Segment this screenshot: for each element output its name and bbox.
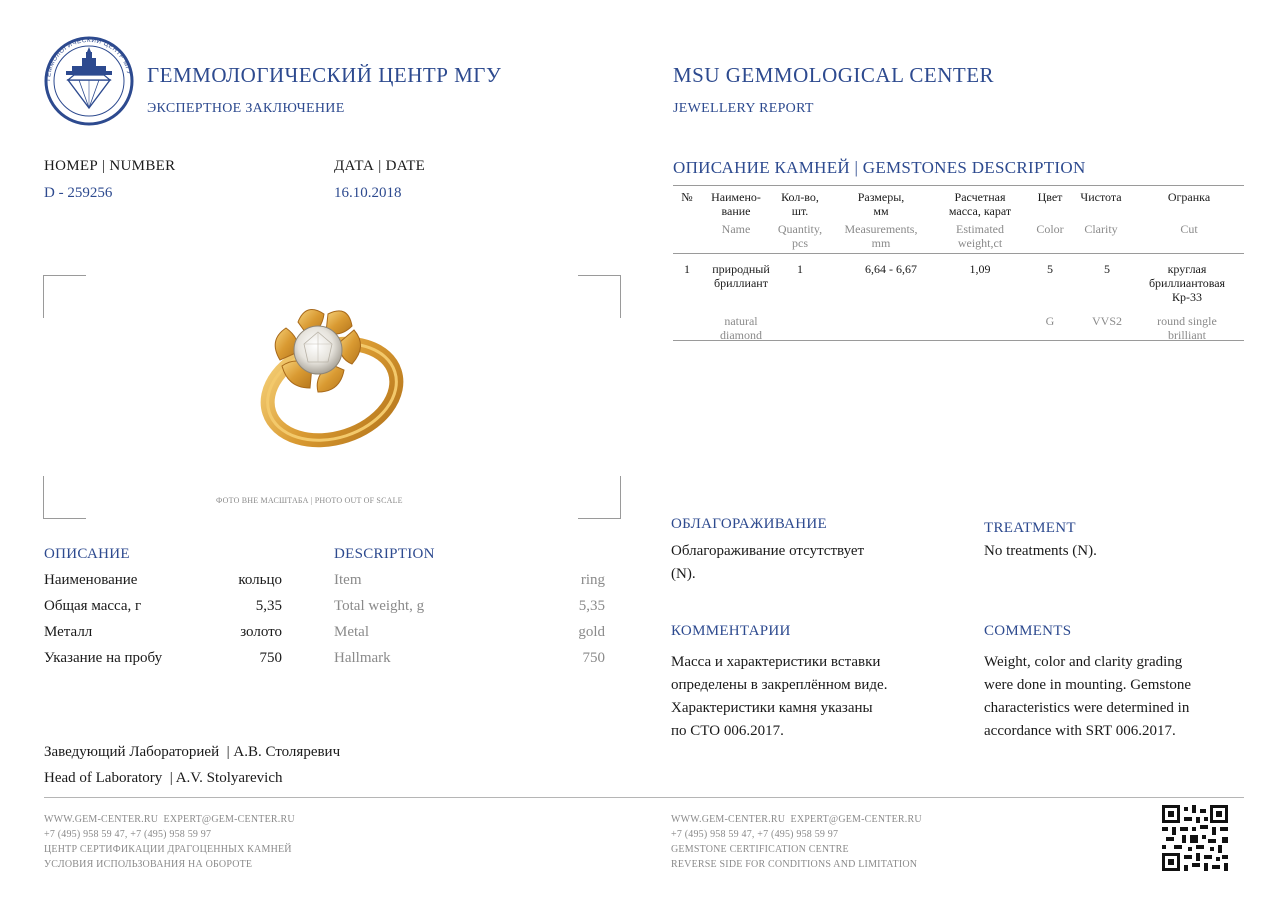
col-no: № xyxy=(681,190,693,204)
subtitle-ru: ЭКСПЕРТНОЕ ЗАКЛЮЧЕНИЕ xyxy=(147,101,345,116)
prop-key: Наименование xyxy=(44,572,138,588)
col-qty-en: Quantity, pcs xyxy=(777,222,823,250)
signature-en: Head of Laboratory | A.V. Stolyarevich xyxy=(44,770,283,786)
cell-clarity: 5 xyxy=(1104,262,1110,276)
title-en: MSU GEMMOLOGICAL CENTER xyxy=(673,63,995,87)
cell-cut: круглая бриллиантовая Кр-33 xyxy=(1148,262,1226,304)
col-cut: Огранка xyxy=(1167,190,1211,204)
prop-value: кольцо xyxy=(238,572,282,588)
col-weight: Расчетная масса, карат xyxy=(948,190,1012,218)
gemstones-table xyxy=(673,185,1244,341)
comments-text-ru: Масса и характеристики вставки определены в закреплённом виде. Характеристики камня указаны по СТО 006.2017. xyxy=(671,654,888,739)
col-name: Наимено- вание xyxy=(711,190,761,218)
gemstones-heading: ОПИСАНИЕ КАМНЕЙ | GEMSTONES DESCRIPTION xyxy=(673,158,1086,177)
number-label: НОМЕР | NUMBER xyxy=(44,158,176,174)
cell-weight: 1,09 xyxy=(969,262,991,276)
comments-heading-en: COMMENTS xyxy=(984,623,1072,639)
description-ru-table xyxy=(44,572,282,682)
prop-value: золото xyxy=(240,624,282,640)
prop-value: 5,35 xyxy=(255,598,282,614)
photo-caption: ФОТО ВНЕ МАСШТАБА | PHOTO OUT OF SCALE xyxy=(216,496,403,505)
qr-code-icon xyxy=(1162,805,1228,871)
prop-value: ring xyxy=(580,572,605,588)
col-size: Размеры, мм xyxy=(857,190,905,218)
prop-key: Metal xyxy=(334,624,369,640)
cell-color-en: G xyxy=(1045,314,1055,328)
prop-key: Металл xyxy=(44,624,93,640)
footer-left xyxy=(44,812,295,872)
comments-text-en: Weight, color and clarity grading were done in mounting. Gemstone characteristics were determined in accordance with SRT 006.2017. xyxy=(984,654,1192,739)
cell-cut-en: round single brilliant xyxy=(1157,314,1217,342)
col-cut-en: Cut xyxy=(1180,222,1198,236)
cell-size: 6,64 - 6,67 xyxy=(865,262,917,276)
footer-divider xyxy=(44,797,1244,798)
prop-value: 750 xyxy=(582,650,605,666)
col-clarity-en: Clarity xyxy=(1084,222,1118,236)
treatment-heading-ru: ОБЛАГОРАЖИВАНИЕ xyxy=(671,516,827,532)
col-color: Цвет xyxy=(1037,190,1063,204)
description-en-heading: DESCRIPTION xyxy=(334,546,435,562)
number-value: D - 259256 xyxy=(44,185,113,201)
prop-key: Total weight, g xyxy=(334,598,425,614)
prop-key: Общая масса, г xyxy=(44,598,142,614)
treatment-text-ru: Облагораживание отсутствует (N). xyxy=(671,543,865,582)
date-label: ДАТА | DATE xyxy=(334,158,426,174)
cell-no: 1 xyxy=(684,262,690,276)
cell-clarity-en: VVS2 xyxy=(1091,314,1122,328)
gemstone-row-en xyxy=(673,314,1244,346)
description-en-table xyxy=(334,572,605,682)
footer-line: GEMSTONE CERTIFICATION CENTRE xyxy=(671,844,849,855)
col-name-en: Name xyxy=(721,222,751,236)
cell-qty: 1 xyxy=(797,262,803,276)
signature-ru: Заведующий Лабораторией | А.В. Столяревич xyxy=(44,744,341,760)
logo-arc-text: ГЕММОЛОГИЧЕСКИЙ ЦЕНТР МГУ xyxy=(44,36,133,82)
footer-line: WWW.GEM-CENTER.RU EXPERT@GEM-CENTER.RU xyxy=(44,814,295,825)
prop-key: Item xyxy=(334,572,362,588)
footer-line: +7 (495) 958 59 47, +7 (495) 958 59 97 xyxy=(671,829,839,840)
col-qty: Кол-во, шт. xyxy=(781,190,819,218)
col-color-en: Color xyxy=(1036,222,1064,236)
prop-value: 750 xyxy=(259,650,282,666)
msu-logo xyxy=(44,36,134,126)
cell-name: природный бриллиант xyxy=(712,262,770,290)
footer-line: ЦЕНТР СЕРТИФИКАЦИИ ДРАГОЦЕННЫХ КАМНЕЙ xyxy=(44,844,292,855)
footer-line: +7 (495) 958 59 47, +7 (495) 958 59 97 xyxy=(44,829,212,840)
treatment-text-en: No treatments (N). xyxy=(984,543,1097,559)
treatment-heading-en: TREATMENT xyxy=(984,520,1076,536)
footer-line: WWW.GEM-CENTER.RU EXPERT@GEM-CENTER.RU xyxy=(671,814,922,825)
col-clarity: Чистота xyxy=(1080,190,1122,204)
prop-value: 5,35 xyxy=(578,598,605,614)
col-weight-en: Estimated weight,ct xyxy=(956,222,1004,250)
title-ru: ГЕММОЛОГИЧЕСКИЙ ЦЕНТР МГУ xyxy=(147,63,502,87)
gemstone-row xyxy=(673,260,1244,314)
gemstones-header-en xyxy=(673,222,1244,254)
cell-name-en: natural diamond xyxy=(720,314,762,342)
gemstones-header-ru xyxy=(673,186,1244,222)
description-ru-heading: ОПИСАНИЕ xyxy=(44,546,130,562)
subtitle-en: JEWELLERY REPORT xyxy=(673,101,814,116)
cell-color: 5 xyxy=(1047,262,1053,276)
footer-line: REVERSE SIDE FOR CONDITIONS AND LIMITATION xyxy=(671,859,918,870)
prop-key: Hallmark xyxy=(334,650,391,666)
footer-right xyxy=(671,812,922,872)
date-value: 16.10.2018 xyxy=(334,185,402,201)
comments-heading-ru: КОММЕНТАРИИ xyxy=(671,623,791,639)
prop-key: Указание на пробу xyxy=(44,650,163,666)
prop-value: gold xyxy=(578,624,605,640)
col-size-en: Measurements, mm xyxy=(844,222,918,250)
footer-line: УСЛОВИЯ ИСПОЛЬЗОВАНИЯ НА ОБОРОТЕ xyxy=(44,859,253,870)
ring-photo xyxy=(236,300,408,460)
